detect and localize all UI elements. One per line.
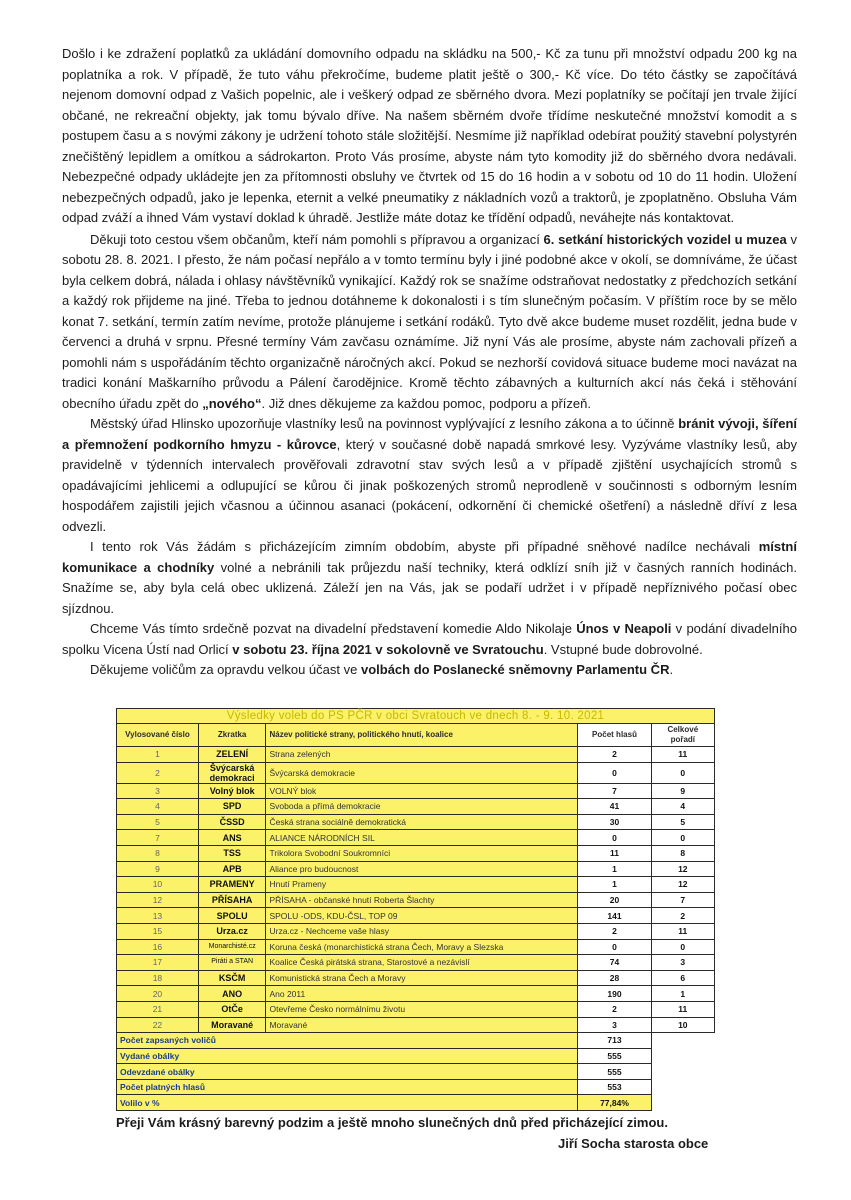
cell-votes: 0 <box>578 939 651 955</box>
cell-party-name: Komunistická strana Čech a Moravy <box>266 970 578 986</box>
paragraph-theatre-invite <box>62 619 797 660</box>
table-row <box>117 747 715 763</box>
cell-abbreviation: SPOLU <box>198 908 266 924</box>
paragraph-snow-removal <box>62 537 797 619</box>
summary-label: Počet platných hlasů <box>117 1079 578 1095</box>
newsletter-page <box>62 44 797 681</box>
table-title: Výsledky voleb do PS PČR v obci Svratouch ve dnech 8. - 9. 10. 2021 <box>117 709 715 724</box>
cell-abbreviation: SPD <box>198 799 266 815</box>
cell-abbreviation: OtČe <box>198 1001 266 1017</box>
table-row <box>117 939 715 955</box>
table-row <box>117 799 715 815</box>
cell-number: 8 <box>117 845 199 861</box>
table-row <box>117 861 715 877</box>
cell-party-name: Koruna česká (monarchistická strana Čech, Moravy a Slezska <box>266 939 578 955</box>
cell-votes: 7 <box>578 783 651 799</box>
cell-party-name: Česká strana sociálně demokratická <box>266 814 578 830</box>
cell-abbreviation: ANS <box>198 830 266 846</box>
cell-votes: 20 <box>578 892 651 908</box>
table-row <box>117 830 715 846</box>
cell-votes: 1 <box>578 877 651 893</box>
cell-party-name: Ano 2011 <box>266 986 578 1002</box>
cell-number: 3 <box>117 783 199 799</box>
cell-rank: 9 <box>651 783 714 799</box>
table-row <box>117 783 715 799</box>
summary-row <box>117 1095 715 1111</box>
cell-number: 18 <box>117 970 199 986</box>
cell-rank: 12 <box>651 877 714 893</box>
election-results-table <box>116 708 715 1111</box>
cell-party-name: SPOLU -ODS, KDU-ČSL, TOP 09 <box>266 908 578 924</box>
cell-rank: 11 <box>651 923 714 939</box>
text-run: Děkuji toto cestou všem občanům, kteří nám pomohli s přípravou a organizací <box>90 231 544 247</box>
cell-rank: 0 <box>651 939 714 955</box>
cell-rank: 5 <box>651 814 714 830</box>
cell-abbreviation: TSS <box>198 845 266 861</box>
table-row <box>117 892 715 908</box>
cell-number: 7 <box>117 830 199 846</box>
signature: Jiří Socha starosta obce <box>558 1136 709 1151</box>
table-row <box>117 970 715 986</box>
cell-abbreviation: ZELENÍ <box>198 747 266 763</box>
cell-abbreviation: Monarchisté.cz <box>198 939 266 955</box>
cell-number: 10 <box>117 877 199 893</box>
summary-value: 77,84% <box>578 1095 651 1111</box>
closing-wish: Přeji Vám krásný barevný podzim a ještě mnoho slunečných dnů před přicházející zimou. <box>116 1115 668 1130</box>
cell-party-name: Svoboda a přímá demokracie <box>266 799 578 815</box>
cell-party-name: Otevřeme Česko normálnímu životu <box>266 1001 578 1017</box>
cell-party-name: Koalice Česká pirátská strana, Starostové a nezávislí <box>266 955 578 971</box>
cell-party-name: Trikolora Svobodní Soukromníci <box>266 845 578 861</box>
cell-votes: 0 <box>578 830 651 846</box>
cell-rank: 8 <box>651 845 714 861</box>
summary-label: Volilo v % <box>117 1095 578 1111</box>
text-run: v sobotu 28. 8. 2021. I přesto, že nám počasí nepřálo a v tomto termínu byly i jiné podobné akce v okolí, se domníváme, že účast byla celkem dobrá, nálada i ohlasy návštěvníků vynikající. Každý rok se snažíme odstraňovat nedostatky z předchozích setkání a každý rok přijdeme na jiné. Třeba to jednou dotáhneme k dokonalosti i s tím slunečným počasím. V příštím roce by se mělo konat 7. setkání, termín zatím nevíme, protože plánujeme i setkání rodáků. Tyto dvě akce budeme muset rozdělit, jedna bude v červenci a druhá v srpnu. Přesné termíny Vám zavčasu oznámíme. Již nyní Vás ale prosíme, abyste nám zachovali přízeň a pomohli nám s uspořádáním těchto organizačně náročných akcí. Pokud se nezhorší covidová situace budeme moci navázat na tradici konání Maškarního průvodu a Pálení čarodějnice. Kromě těchto zábavných a kulturních akcí nás čeká i stěhování obecního úřadu zpět do <box>62 231 797 411</box>
summary-label: Počet zapsaných voličů <box>117 1033 578 1049</box>
cell-number: 12 <box>117 892 199 908</box>
table-row <box>117 814 715 830</box>
bold-run: „nového“ <box>202 395 262 411</box>
summary-blank <box>651 1064 714 1080</box>
cell-number: 21 <box>117 1001 199 1017</box>
summary-row <box>117 1079 715 1095</box>
cell-rank: 1 <box>651 986 714 1002</box>
cell-abbreviation: PŘÍSAHA <box>198 892 266 908</box>
table-row <box>117 908 715 924</box>
cell-party-name: Švýcarská demokracie <box>266 762 578 783</box>
cell-votes: 11 <box>578 845 651 861</box>
summary-blank <box>651 1079 714 1095</box>
header-rank: Celkové pořadí <box>651 724 714 747</box>
cell-rank: 0 <box>651 830 714 846</box>
cell-rank: 7 <box>651 892 714 908</box>
cell-votes: 0 <box>578 762 651 783</box>
cell-number: 1 <box>117 747 199 763</box>
table-row <box>117 1001 715 1017</box>
cell-number: 22 <box>117 1017 199 1033</box>
cell-party-name: Urza.cz - Nechceme vaše hlasy <box>266 923 578 939</box>
paragraph-bark-beetle <box>62 414 797 537</box>
cell-party-name: PŘÍSAHA - občanské hnutí Roberta Šlachty <box>266 892 578 908</box>
bold-run: bránit vývoji, šíření a přemnožení podkorního hmyzu - kůrovce <box>62 416 797 452</box>
cell-party-name: ALIANCE NÁRODNÍCH SIL <box>266 830 578 846</box>
cell-party-name: VOLNÝ blok <box>266 783 578 799</box>
text-run: v podání divadelního spolku Vicena Ústí nad Orlicí <box>62 621 797 657</box>
cell-party-name: Moravané <box>266 1017 578 1033</box>
text-run: Městský úřad Hlinsko upozorňuje vlastníky lesů na povinnost vyplývající z lesního zákona a to účinně <box>90 416 679 431</box>
text-run: volné a nebránili tak průjezdu naší techniky, která odklízí sníh již v časných ranních hodinách. Snažíme se, aby byla celá obec uklizená. Záleží jen na Vás, jak se podaří udržet i v případě nepříznivého počasí obec sjízdnou. <box>62 559 797 616</box>
cell-number: 5 <box>117 814 199 830</box>
bold-run: v sobotu 23. října 2021 v sokolovně ve Svratouchu <box>232 641 544 657</box>
table-row <box>117 986 715 1002</box>
header-party-name: Název politické strany, politického hnutí, koalice <box>266 724 578 747</box>
bold-run: Únos v Neapoli <box>576 621 672 636</box>
bold-run: místní komunikace a chodníky <box>62 539 797 575</box>
cell-votes: 3 <box>578 1017 651 1033</box>
cell-number: 2 <box>117 762 199 783</box>
table-row <box>117 762 715 783</box>
cell-abbreviation: Moravané <box>198 1017 266 1033</box>
cell-abbreviation: Urza.cz <box>198 923 266 939</box>
cell-abbreviation: ANO <box>198 986 266 1002</box>
cell-rank: 4 <box>651 799 714 815</box>
summary-value: 555 <box>578 1064 651 1080</box>
summary-blank <box>651 1048 714 1064</box>
text-run: , který v současné době napadá smrkové lesy. Vyzýváme vlastníky lesů, aby pravidelně v týdenních intervalech prověřovali zdravotní stav svých lesů a v případě zjištění usychajících stromů s opadávajícími jehlicemi a odlupující se kůrou či jinak poškozených stromů neprodleně v součinnosti s odborným lesním hospodářem zajistili jejich včasnou a účinnou asanaci (pokácení, odkornění či chemické ošetření) a následně dříví z lesa odvezli. <box>62 436 797 534</box>
cell-rank: 2 <box>651 908 714 924</box>
cell-rank: 10 <box>651 1017 714 1033</box>
cell-votes: 2 <box>578 1001 651 1017</box>
cell-rank: 11 <box>651 1001 714 1017</box>
cell-number: 9 <box>117 861 199 877</box>
cell-abbreviation: Volný blok <box>198 783 266 799</box>
header-abbreviation: Zkratka <box>198 724 266 747</box>
cell-votes: 41 <box>578 799 651 815</box>
cell-votes: 141 <box>578 908 651 924</box>
summary-value: 555 <box>578 1048 651 1064</box>
summary-label: Vydané obálky <box>117 1048 578 1064</box>
election-results-table-wrapper <box>116 708 715 1111</box>
cell-votes: 190 <box>578 986 651 1002</box>
table-row <box>117 955 715 971</box>
summary-body <box>117 1033 715 1111</box>
cell-number: 16 <box>117 939 199 955</box>
cell-abbreviation: Piráti a STAN <box>198 955 266 971</box>
text-run: . Vstupné bude dobrovolné. <box>543 641 703 657</box>
cell-votes: 1 <box>578 861 651 877</box>
cell-votes: 28 <box>578 970 651 986</box>
bold-run: 6. setkání historických vozidel u muzea <box>543 231 787 247</box>
cell-rank: 12 <box>651 861 714 877</box>
cell-abbreviation: ČSSD <box>198 814 266 830</box>
cell-votes: 2 <box>578 923 651 939</box>
summary-row <box>117 1048 715 1064</box>
text-run: . Již dnes děkujeme za každou pomoc, podporu a přízeň. <box>261 395 591 411</box>
cell-votes: 30 <box>578 814 651 830</box>
cell-party-name: Strana zelených <box>266 747 578 763</box>
summary-value: 553 <box>578 1079 651 1095</box>
header-votes: Počet hlasů <box>578 724 651 747</box>
cell-abbreviation: KSČM <box>198 970 266 986</box>
table-title-row <box>117 709 715 724</box>
bold-run: volbách do Poslanecké sněmovny Parlamentu ČR <box>360 662 670 677</box>
paragraph-waste-fees: Došlo i ke zdražení poplatků za ukládání domovního odpadu na skládku na 500,- Kč za tunu při množství odpadu 200 kg na poplatníka a rok. V případě, že tuto váhu překročíme, budeme platit ještě o 300,- Kč více. Do této částky se započítává nejenom domovní odpad z Vašich popelnic, ale i veškerý odpad ze sběrného dvora. Mezi poplatníky se počítají jen trvale žijící občané, ne rekreační objekty, jak tomu bývalo dříve. Na našem sběrném dvoře třídíme neskutečné množství komodit a s postupem času a s novými zákony je udržení tohoto stále složitější. Nesmíme již například odebírat použitý stavební polystyrén znečištěný lepidlem a omítkou a sádrokarton. Proto Vás prosíme, abyste nám tyto komodity již do sběrného dvora nedávali. Nebezpečné odpady ukládejte jen za přítomnosti obsluhy ve čtvrtek od 15 do 16 hodin a v sobotu od 10 do 11 hodin. Uložení nebezpečných odpadů, jako je lepenka, eternit a velké pneumatiky z nákladních vozů a traktorů, je zpoplatněno. Obsluha Vám odpad zváží a ihned Vám vystaví doklad k úhradě. Jestliže máte dotaz ke třídění odpadů, neváhejte nás kontaktovat. <box>62 46 797 225</box>
cell-party-name: Aliance pro budoucnost <box>266 861 578 877</box>
table-row <box>117 1017 715 1033</box>
cell-party-name: Hnutí Prameny <box>266 877 578 893</box>
summary-blank <box>651 1033 714 1049</box>
summary-blank <box>651 1095 714 1111</box>
cell-abbreviation: APB <box>198 861 266 877</box>
table-row <box>117 845 715 861</box>
cell-rank: 11 <box>651 747 714 763</box>
cell-rank: 0 <box>651 762 714 783</box>
cell-rank: 3 <box>651 955 714 971</box>
table-header-row <box>117 724 715 747</box>
paragraph-voter-thanks <box>62 660 797 681</box>
text-run: Chceme Vás tímto srdečně pozvat na divadelní představení komedie Aldo Nikolaje <box>90 621 577 636</box>
cell-number: 15 <box>117 923 199 939</box>
text-run: I tento rok Vás žádám s přicházejícím zimním obdobím, abyste při případné sněhové nadílce nechávali <box>90 539 759 554</box>
cell-number: 13 <box>117 908 199 924</box>
text-run: . <box>669 662 674 677</box>
summary-label: Odevzdané obálky <box>117 1064 578 1080</box>
text-run: Děkujeme voličům za opravdu velkou účast ve <box>90 662 361 677</box>
cell-votes: 2 <box>578 747 651 763</box>
summary-row <box>117 1064 715 1080</box>
table-row <box>117 923 715 939</box>
cell-votes: 74 <box>578 955 651 971</box>
cell-number: 20 <box>117 986 199 1002</box>
paragraph-historic-vehicles <box>62 230 797 415</box>
cell-abbreviation: Švýcarská demokraci <box>198 762 266 783</box>
header-number: Vylosované číslo <box>117 724 199 747</box>
cell-abbreviation: PRAMENY <box>198 877 266 893</box>
table-row <box>117 877 715 893</box>
summary-row <box>117 1033 715 1049</box>
summary-value: 713 <box>578 1033 651 1049</box>
cell-rank: 6 <box>651 970 714 986</box>
table-body <box>117 747 715 1033</box>
cell-number: 4 <box>117 799 199 815</box>
cell-number: 17 <box>117 955 199 971</box>
